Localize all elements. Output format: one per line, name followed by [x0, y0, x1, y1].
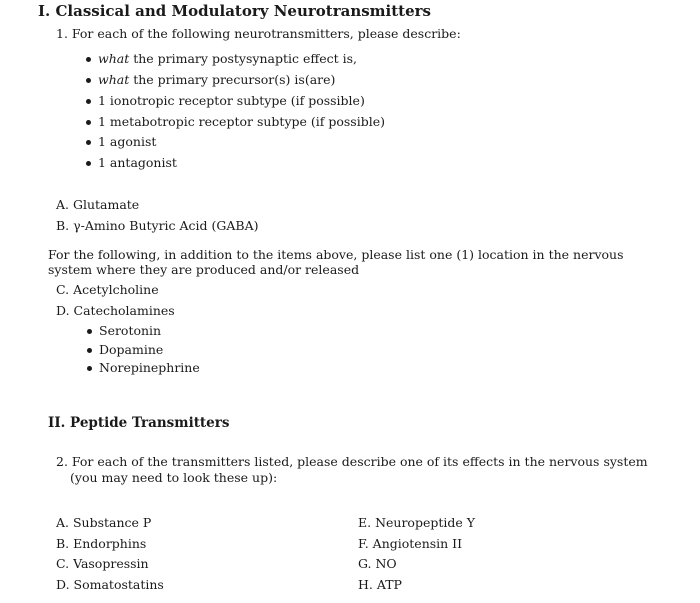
section1-title: I. Classical and Modulatory Neurotransmitters [38, 2, 431, 20]
bullet-item: 1 ionotropic receptor subtype (if possible) [98, 93, 365, 108]
sub-bullet-norepinephrine: Norepinephrine [99, 360, 200, 375]
peptide-item: B. Endorphins [56, 536, 147, 551]
question-1: 1. For each of the following neurotransmitters, please describe: [56, 26, 461, 41]
bullet-item: 1 agonist [98, 134, 157, 149]
bullet-item: 1 metabotropic receptor subtype (if possible) [98, 114, 385, 129]
peptide-item: E. Neuropeptide Y [358, 515, 476, 530]
peptide-item: C. Vasopressin [56, 556, 149, 571]
sub-bullet-serotonin: Serotonin [99, 323, 162, 338]
bullet-item: what the primary postysynaptic effect is, [98, 51, 358, 66]
peptide-item: F. Angiotensin II [358, 536, 463, 551]
instruction-paragraph: For the following, in addition to the items above, please list one (1) location in the nervous system where they are produced and/or released [48, 247, 624, 277]
peptide-item: G. NO [358, 556, 397, 571]
sub-bullet-dopamine: Dopamine [99, 342, 164, 357]
peptide-item: A. Substance P [56, 515, 152, 530]
item-b: B. γ-Amino Butyric Acid (GABA) [56, 218, 259, 233]
item-d: D. Catecholamines [56, 303, 175, 318]
item-c: C. Acetylcholine [56, 282, 159, 297]
peptide-item: H. ATP [358, 577, 402, 592]
bullet-item: 1 antagonist [98, 155, 177, 170]
section2-title: II. Peptide Transmitters [48, 415, 230, 431]
peptide-item: D. Somatostatins [56, 577, 164, 592]
bullet-item: what the primary precursor(s) is(are) [98, 72, 336, 87]
item-a: A. Glutamate [56, 197, 140, 212]
question-2: 2. For each of the transmitters listed, please describe one of its effects in the nervous system (you may need to look these up): [56, 454, 648, 485]
